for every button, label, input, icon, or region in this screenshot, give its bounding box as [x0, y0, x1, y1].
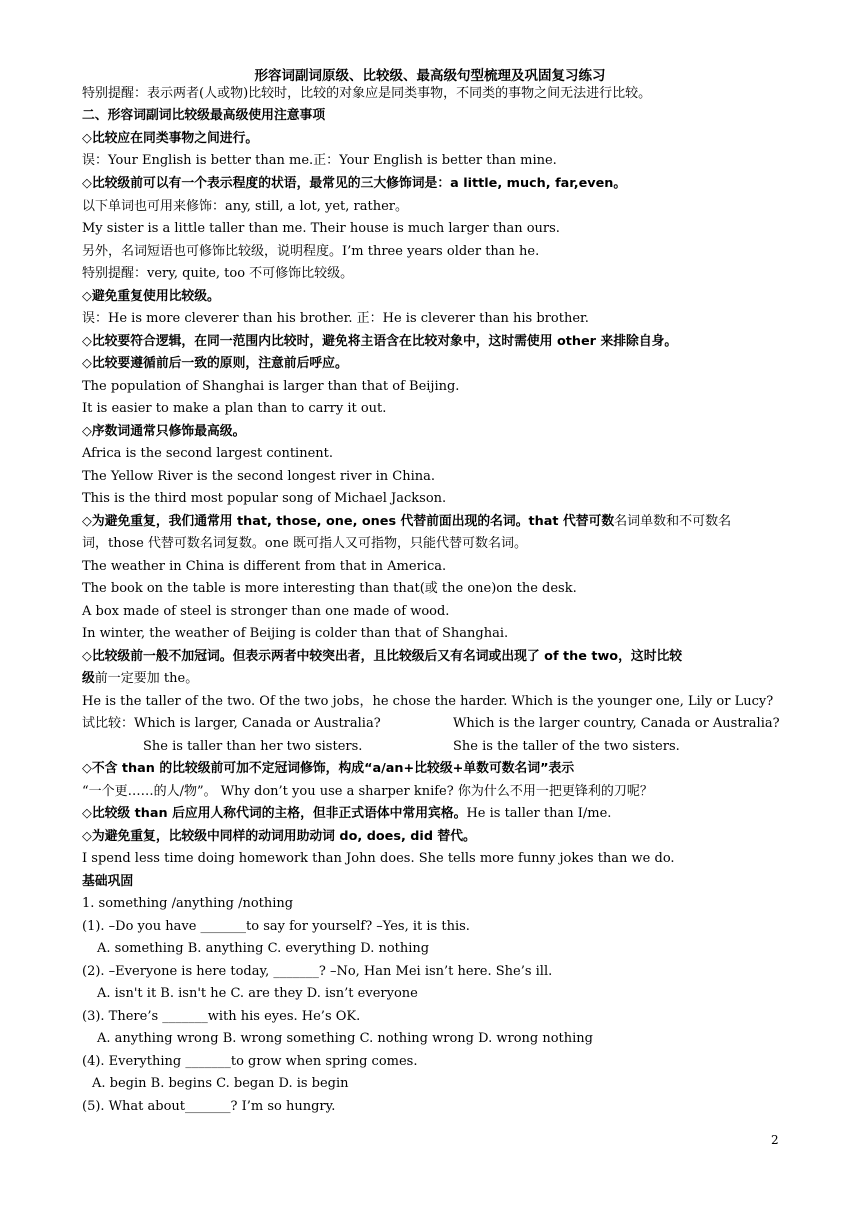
rule-heading: ◇比较级 than 后应用人称代词的主格，但非正式语体中常用宾格。 [82, 806, 467, 821]
text-line: 特别提醒：very, quite, too 不可修饰比较级。 [82, 266, 354, 281]
text-line: This is the third most popular song of Michael Jackson. [82, 491, 447, 506]
text-line [82, 514, 731, 530]
rule-heading: ◇比较要符合逻辑，在同一范围内比较时，避免将主语含在比较对象中，这时需使用 other 来排除自身。 [82, 334, 678, 349]
rule-heading: ◇比较级前可以有一个表示程度的状语，最常见的三大修饰词是：a little, much, far,even。 [82, 176, 627, 191]
text-line: 误：Your English is better than me.正：Your English is better than mine. [82, 153, 557, 168]
text-line: She is the taller of the two sisters. [453, 739, 680, 754]
answer-options: A. something B. anything C. everything D. nothing [97, 941, 430, 956]
question: (5). What about_______? I’m so hungry. [82, 1099, 336, 1114]
rule-heading: ◇比较应在同类事物之间进行。 [82, 131, 259, 146]
exercise-topic: 1. something /anything /nothing [82, 896, 294, 911]
rule-continuation: 前一定要加 the。 [94, 671, 199, 686]
text-line: 特别提醒：表示两者(人或物)比较时，比较的对象应是同类事物，不同类的事物之间无法进行比较。 [82, 86, 652, 101]
text-line: She is taller than her two sisters. [143, 739, 363, 754]
text-line: My sister is a little taller than me. Their house is much larger than ours. [82, 221, 560, 236]
text-line: 以下单词也可用来修饰：any, still, a lot, yet, rather。 [82, 199, 408, 214]
answer-options: A. begin B. begins C. began D. is begin [92, 1076, 349, 1091]
question: (1). –Do you have _______to say for yourself? –Yes, it is this. [82, 919, 470, 934]
section-heading: 二、形容词副词比较级最高级使用注意事项 [82, 108, 326, 123]
question: (2). –Everyone is here today, _______? –No, Han Mei isn’t here. She’s ill. [82, 964, 553, 979]
rule-heading: ◇避免重复使用比较级。 [82, 289, 220, 304]
rule-example: He is taller than I/me. [466, 806, 612, 821]
text-line: Africa is the second largest continent. [82, 446, 334, 461]
text-line: I spend less time doing homework than John does. She tells more funny jokes than we do. [82, 851, 675, 866]
text-line: He is the taller of the two. Of the two jobs，he chose the harder. Which is the younger one, Lily or Lucy? [82, 694, 774, 709]
answer-options: A. anything wrong B. wrong something C. nothing wrong D. wrong nothing [97, 1031, 593, 1046]
rule-continuation: 名词单数和不可数名 [614, 514, 732, 529]
text-line: 误：He is more cleverer than his brother. 正：He is cleverer than his brother. [82, 311, 589, 326]
text-line: 词，those 代替可数名词复数。one 既可指人又可指物，只能代替可数名词。 [82, 536, 527, 551]
exercise-heading: 基础巩固 [82, 874, 134, 889]
rule-heading: ◇不含 than 的比较级前可加不定冠词修饰，构成“a/an+比较级+单数可数名词”表示 [82, 761, 575, 776]
answer-options: A. isn't it B. isn't he C. are they D. isn’t everyone [97, 986, 418, 1001]
text-line: 另外，名词短语也可修饰比较级，说明程度。I’m three years older than he. [82, 244, 540, 259]
question: (3). There’s _______with his eyes. He’s OK. [82, 1009, 361, 1024]
rule-heading: ◇为避免重复，比较级中同样的动词用助动词 do, does, did 替代。 [82, 829, 476, 844]
text-line: It is easier to make a plan than to carry it out. [82, 401, 387, 416]
text-line: The Yellow River is the second longest river in China. [82, 469, 435, 484]
rule-heading: ◇序数词通常只修饰最高级。 [82, 424, 246, 439]
text-line: The book on the table is more interesting than that(或 the one)on the desk. [82, 581, 577, 596]
text-line: The weather in China is different from that in America. [82, 559, 447, 574]
rule-heading: ◇比较级前一般不加冠词。但表示两者中较突出者，且比较级后又有名词或出现了 of the two，这时比较 [82, 649, 683, 664]
rule-heading: ◇比较要遵循前后一致的原则，注意前后呼应。 [82, 356, 348, 371]
text-line: Which is the larger country, Canada or Australia? [453, 716, 780, 731]
page-number: 2 [771, 1133, 779, 1147]
rule-heading: ◇为避免重复，我们通常用 that, those, one, ones 代替前面出现的名词。that 代替可数 [82, 514, 615, 529]
text-line [82, 806, 611, 822]
rule-heading: 级 [82, 671, 95, 686]
question: (4). Everything _______to grow when spring comes. [82, 1054, 418, 1069]
text-line: 试比较：Which is larger, Canada or Australia? [82, 716, 381, 731]
text-line: A box made of steel is stronger than one made of wood. [82, 604, 450, 619]
text-line: The population of Shanghai is larger than that of Beijing. [82, 379, 460, 394]
page-title: 形容词副词原级、比较级、最高级句型梳理及巩固复习练习 [254, 68, 606, 84]
text-line [82, 671, 198, 687]
text-line: In winter, the weather of Beijing is colder than that of Shanghai. [82, 626, 509, 641]
text-line: “一个更……的人/物”。 Why don’t you use a sharper knife? 你为什么不用一把更锋利的刀呢？ [82, 784, 653, 799]
